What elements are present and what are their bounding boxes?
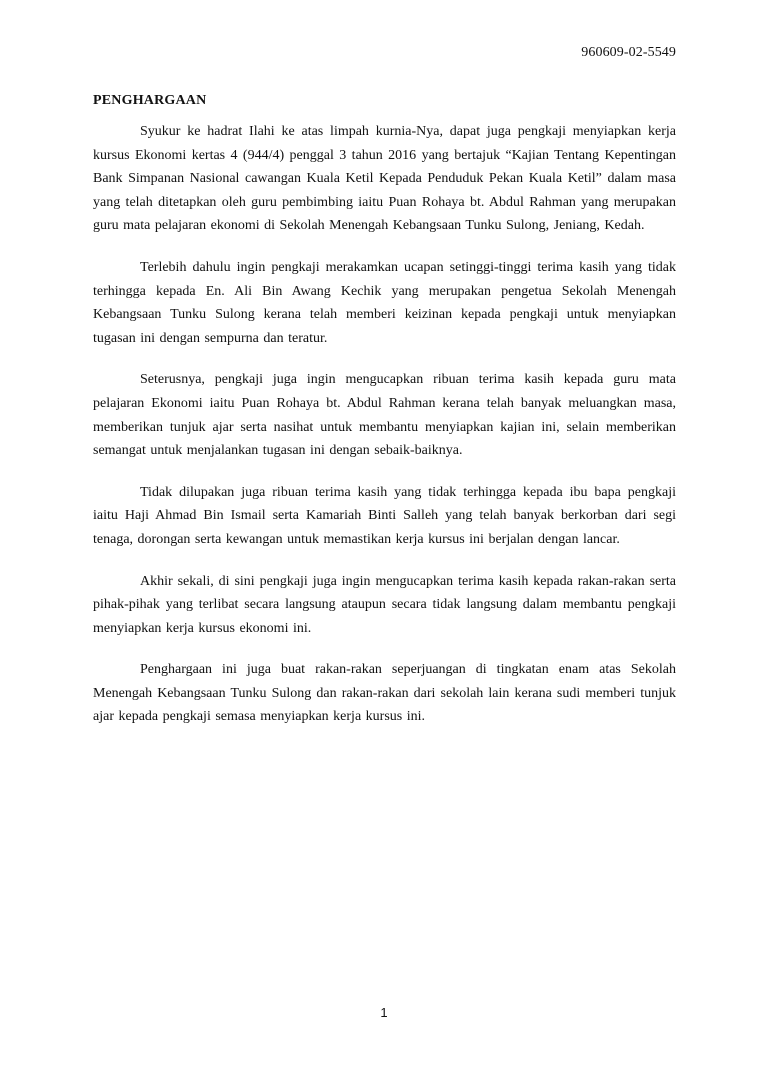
paragraph-6: Penghargaan ini juga buat rakan-rakan seperjuangan di tingkatan enam atas Sekolah Menengah Kebangsaan Tunku Sulong dan rakan-rakan dari sekolah lain kerana sudi memberi tunjuk ajar kepada pengkaji semasa menyiapkan kerja kursus ini.: [93, 662, 676, 725]
page-title: PENGHARGAAN: [93, 93, 207, 108]
paragraph-1: Syukur ke hadrat Ilahi ke atas limpah kurnia-Nya, dapat juga pengkaji menyiapkan kerja kursus Ekonomi kertas 4 (944/4) penggal 3 tahun 2016 yang bertajuk “Kajian Tentang Kepentingan Bank Simpanan Nasional cawangan Kuala Ketil Kepada Penduduk Pekan Kuala Ketil” dalam masa yang telah ditetapkan oleh guru pembimbing iaitu Puan Rohaya bt. Abdul Rahman yang merupakan guru mata pelajaran ekonomi di Sekolah Menengah Kebangsaan Tunku Sulong, Jeniang, Kedah.: [93, 124, 676, 234]
student-id-header: 960609-02-5549: [581, 45, 676, 60]
paragraph-5: Akhir sekali, di sini pengkaji juga ingin mengucapkan terima kasih kepada rakan-rakan serta pihak-pihak yang terlibat secara langsung ataupun secara tidak langsung dalam membantu pengkaji menyiapkan kerja kursus ekonomi ini.: [93, 573, 676, 636]
acknowledgement-body: [93, 120, 676, 747]
paragraph-3: Seterusnya, pengkaji juga ingin mengucapkan ribuan terima kasih kepada guru mata pelajaran Ekonomi iaitu Puan Rohaya bt. Abdul Rahman kerana telah banyak meluangkan masa, memberikan tunjuk ajar serta nasihat untuk membantu menyiapkan kajian ini, selain memberikan semangat untuk menjalankan tugasan ini dengan sebaik-baiknya.: [93, 372, 676, 459]
paragraph-4: Tidak dilupakan juga ribuan terima kasih yang tidak terhingga kepada ibu bapa pengkaji iaitu Haji Ahmad Bin Ismail serta Kamariah Binti Salleh yang telah banyak berkorban dari segi tenaga, dorongan serta kewangan untuk memastikan kerja kursus ini berjalan dengan lancar.: [93, 484, 676, 547]
paragraph-2: Terlebih dahulu ingin pengkaji merakamkan ucapan setinggi-tinggi terima kasih yang tidak terhingga kepada En. Ali Bin Awang Kechik yang merupakan pengetua Sekolah Menengah Kebangsaan Tunku Sulong kerana telah memberi keizinan kepada pengkaji untuk menyiapkan tugasan ini dengan sempurna dan teratur.: [93, 259, 676, 346]
page-number: 1: [380, 1005, 388, 1020]
